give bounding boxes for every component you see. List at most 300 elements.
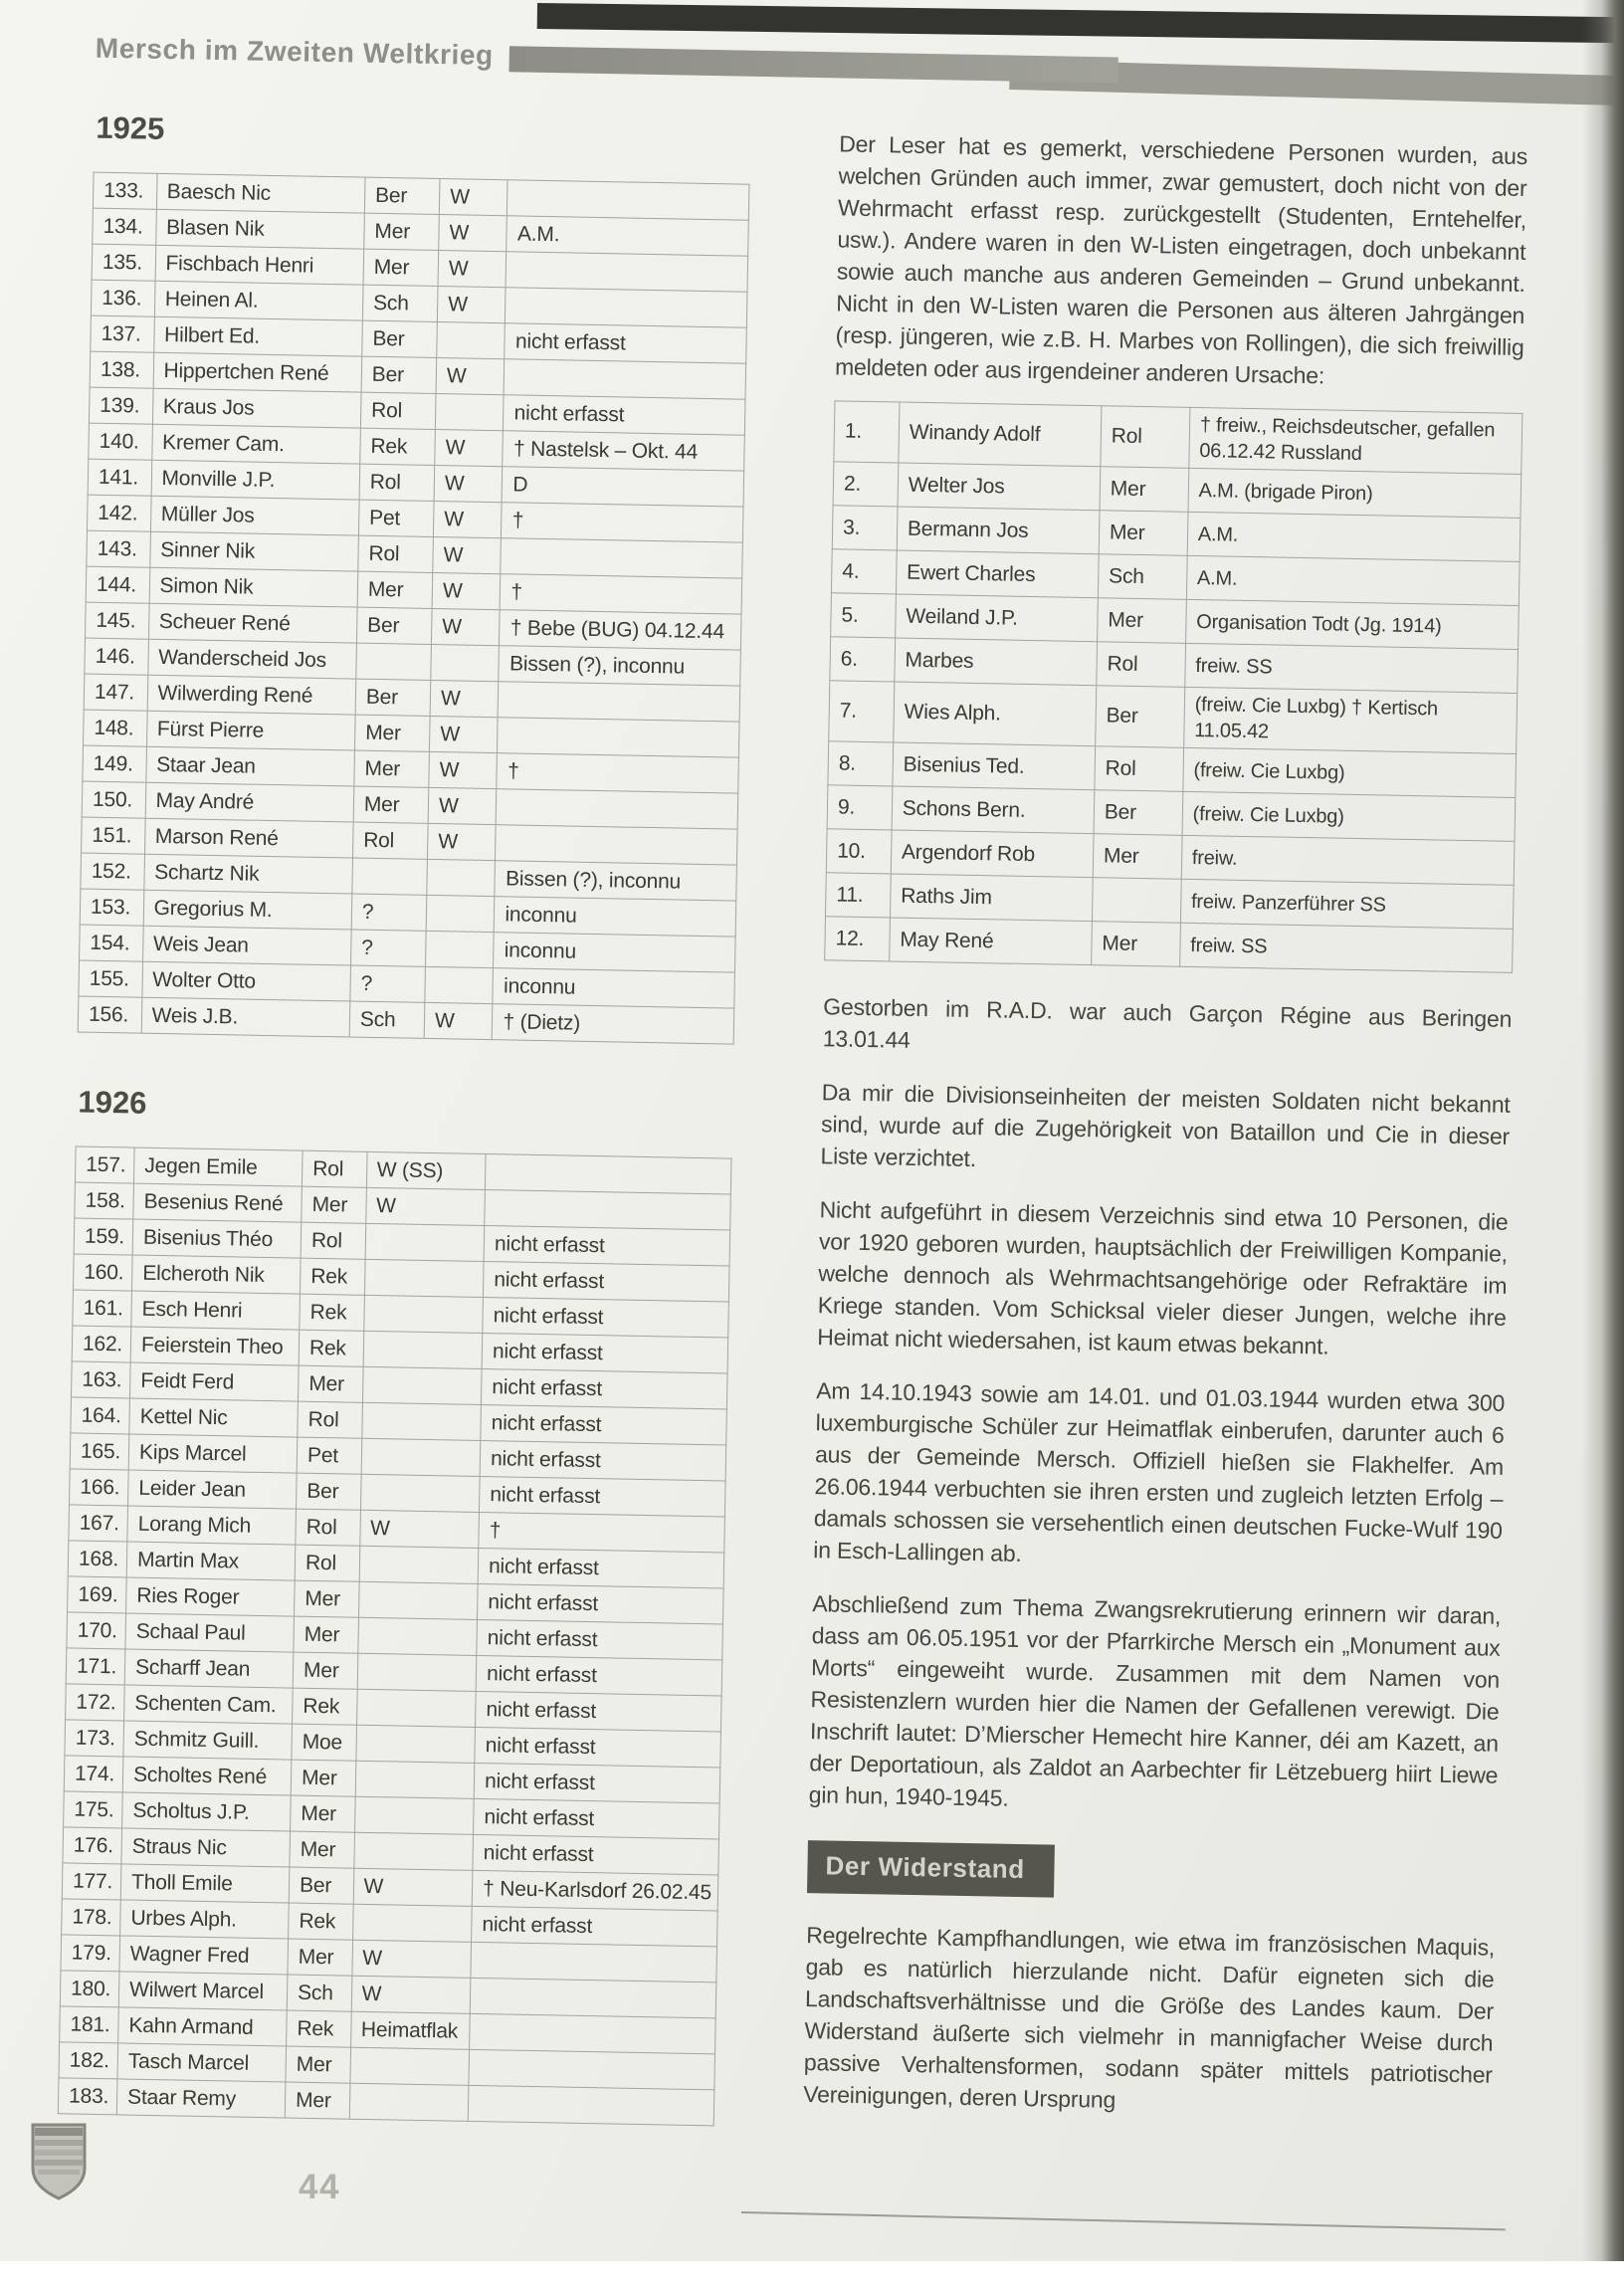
table-cell: 143.	[87, 530, 150, 567]
table-cell: 7.	[829, 681, 895, 742]
table-cell: nicht erfasst	[481, 1404, 727, 1445]
table-cell: Ber	[1096, 686, 1185, 748]
table-cell: W	[428, 823, 497, 860]
table-cell: Wagner Fred	[119, 1936, 289, 1975]
table-cell: Rol	[360, 392, 436, 429]
table-cell: Sch	[362, 285, 438, 321]
table-cell: Staar Jean	[145, 746, 354, 786]
page-number: 44	[299, 2168, 340, 2206]
table-cell: 151.	[82, 817, 145, 854]
chapter-header	[96, 33, 1118, 84]
table-cell: Scharff Jean	[124, 1649, 294, 1688]
table-cell: Rek	[293, 1688, 357, 1725]
table-cell: Mer	[354, 715, 430, 751]
table-cell: 10.	[826, 829, 892, 874]
table-cell: W	[438, 251, 507, 288]
table-cell: Mer	[286, 2046, 350, 2083]
table-cell: nicht erfasst	[474, 1763, 720, 1803]
table-cell: Simon Nik	[149, 567, 358, 607]
table-cell	[356, 1689, 476, 1727]
table-cell	[496, 825, 737, 865]
table-cell: Mer	[1092, 922, 1181, 967]
table-cell: Wanderscheid Jos	[147, 639, 356, 679]
table-cell: 11.	[825, 873, 891, 918]
left-column	[58, 110, 751, 2127]
table-cell: (freiw. Cie Luxbg)	[1182, 791, 1516, 841]
table-cell	[363, 1295, 483, 1333]
table-cell: W	[424, 1002, 493, 1039]
table-cell: Rol	[296, 1509, 360, 1546]
table-cell: 178.	[62, 1899, 121, 1936]
table-cell: Mer	[294, 1616, 358, 1653]
table-cell: Bisenius Théo	[132, 1219, 302, 1258]
table-cell: Marson René	[144, 818, 353, 858]
coat-of-arms-icon	[30, 2122, 88, 2201]
page-title: Mersch im Zweiten Weltkrieg	[95, 32, 495, 71]
table-cell: W	[432, 572, 501, 609]
table-cell: Moe	[292, 1724, 356, 1761]
table-cell: 182.	[59, 2042, 118, 2079]
table-cell	[469, 2049, 715, 2090]
recruits-table-1925	[78, 172, 750, 1045]
table-cell: Rek	[300, 1258, 364, 1295]
table-cell: Kremer Cam.	[151, 424, 360, 464]
table-cell: Kips Marcel	[128, 1434, 298, 1473]
table-cell	[437, 322, 506, 359]
table-cell: 171.	[66, 1648, 125, 1685]
table-cell	[499, 682, 740, 722]
table-cell: 9.	[827, 785, 893, 830]
table-cell	[349, 2047, 469, 2085]
table-cell: Jegen Emile	[133, 1147, 303, 1186]
table-cell: nicht erfasst	[482, 1368, 728, 1409]
table-cell: 139.	[89, 387, 152, 424]
table-cell	[1092, 878, 1181, 924]
table-cell: Rol	[295, 1545, 359, 1581]
table-cell	[359, 1546, 479, 1583]
table-cell: Rek	[360, 428, 436, 465]
table-cell: Mer	[1099, 511, 1188, 556]
table-cell: nicht erfasst	[475, 1727, 721, 1768]
table-cell	[471, 1942, 717, 1982]
table-cell: Rol	[298, 1401, 362, 1438]
table-cell: Monville J.P.	[151, 460, 360, 500]
paragraph-widerstand: Regelrechte Kampfhandlungen, wie etwa im französischen Maquis, gab es natürlich hierzulande nicht. Dafür eigneten sich die Landschaftsverhältnisse und die Größe des Landes kaum. Der Widerstand äußerte sich vielmehr in mannigfacher Weise durch passive Verhaltensformen, sodann später mittels patriotischer Vereinigungen, deren Ursprung	[803, 1922, 1496, 2113]
table-cell: Schartz Nik	[143, 854, 352, 894]
table-cell: 140.	[89, 423, 152, 460]
table-cell	[365, 1223, 485, 1261]
table-cell: 8.	[828, 741, 894, 786]
section-heading-1926: 1926	[78, 1084, 147, 1121]
table-cell: W	[353, 1868, 473, 1906]
table-cell: 168.	[68, 1541, 127, 1577]
table-cell: Ber	[355, 679, 431, 716]
table-cell: ?	[351, 894, 427, 931]
table-cell	[361, 1438, 481, 1476]
table-cell: Schons Bern.	[892, 786, 1095, 834]
table-cell: 12.	[825, 917, 891, 961]
table-cell: 146.	[85, 638, 148, 675]
table-cell: Urbes Alph.	[120, 1900, 290, 1939]
table-cell: †	[479, 1512, 725, 1553]
table-cell: Mer	[1093, 834, 1182, 880]
table-cell: Mer	[299, 1365, 363, 1402]
table-cell: Kraus Jos	[152, 388, 361, 428]
table-cell: Pet	[297, 1437, 361, 1474]
table-cell: freiw. SS	[1179, 923, 1513, 972]
table-cell: Sinner Nik	[149, 531, 358, 571]
table-cell: Esch Henri	[131, 1291, 301, 1330]
table-cell	[427, 859, 496, 896]
table-cell: nicht erfasst	[474, 1798, 720, 1839]
table-cell: nicht erfasst	[482, 1334, 728, 1374]
table-cell: † (Dietz)	[493, 1004, 734, 1044]
table-cell: Staar Remy	[116, 2079, 286, 2118]
table-cell: May André	[145, 782, 354, 822]
table-cell: Hippertchen René	[153, 352, 362, 392]
table-cell: 174.	[64, 1756, 123, 1792]
table-cell: Müller Jos	[150, 496, 359, 535]
table-cell: 138.	[90, 351, 153, 388]
section-heading-widerstand	[807, 1840, 1055, 1898]
table-cell: Scholtes René	[122, 1757, 292, 1795]
table-cell: Rol	[302, 1150, 366, 1187]
paragraph-rad: Gestorben im R.A.D. war auch Garçon Régine aus Beringen 13.01.44	[822, 993, 1513, 1053]
table-cell: Tholl Emile	[120, 1864, 290, 1903]
table-cell: freiw. SS	[1185, 643, 1519, 693]
table-cell: Bisenius Ted.	[893, 742, 1096, 790]
table-cell: Ewert Charles	[896, 550, 1099, 598]
table-cell	[501, 538, 742, 578]
table-cell	[468, 2085, 714, 2126]
table-cell	[506, 288, 747, 327]
table-cell: Mer	[285, 2082, 349, 2119]
table-cell: Mer	[364, 213, 440, 250]
table-cell: Mer	[291, 1795, 355, 1832]
table-cell: Bissen (?), inconnu	[495, 861, 736, 901]
table-cell: 173.	[65, 1720, 124, 1757]
table-cell	[354, 1796, 474, 1834]
table-cell: Pet	[358, 500, 434, 536]
table-cell: 133.	[93, 172, 156, 209]
table-cell	[349, 2083, 469, 2121]
table-cell: 158.	[75, 1182, 134, 1219]
table-cell: W (SS)	[366, 1151, 486, 1189]
table-cell: Rol	[1101, 406, 1190, 469]
table-cell: Baesch Nic	[156, 173, 365, 213]
table-cell: 152.	[81, 853, 144, 890]
table-cell: 155.	[79, 960, 142, 997]
table-cell: 183.	[58, 2078, 117, 2115]
table-cell	[355, 1725, 475, 1763]
table-cell: 4.	[831, 549, 897, 594]
table-cell: W	[429, 716, 498, 752]
table-cell: 165.	[70, 1433, 129, 1470]
table-cell: nicht erfasst	[477, 1619, 723, 1660]
table-cell: Mer	[295, 1580, 359, 1617]
table-cell: 134.	[93, 208, 156, 245]
table-cell	[486, 1154, 732, 1195]
table-cell: nicht erfasst	[484, 1226, 730, 1267]
table-cell: W	[430, 680, 499, 717]
table-cell: Lorang Mich	[127, 1506, 297, 1545]
table-cell: 175.	[64, 1791, 123, 1828]
table-cell: Tasch Marcel	[117, 2043, 287, 2082]
table-cell: Kahn Armand	[118, 2007, 288, 2046]
table-cell	[363, 1331, 483, 1368]
table-cell: Weis J.B.	[141, 997, 350, 1037]
table-cell: (freiw. Cie Luxbg)	[1183, 747, 1517, 797]
table-cell: D	[503, 467, 744, 507]
table-cell: W	[365, 1187, 485, 1225]
table-cell	[470, 2013, 716, 2054]
table-cell: inconnu	[493, 968, 734, 1008]
table-cell: Heimatflak	[350, 2011, 470, 2049]
table-cell: W	[434, 465, 503, 502]
table-cell: Gregorius M.	[143, 890, 352, 930]
table-cell: nicht erfasst	[480, 1476, 726, 1517]
table-cell: Rol	[358, 535, 434, 572]
table-cell: 135.	[92, 244, 155, 281]
section-heading-1925: 1925	[96, 109, 165, 146]
table-cell	[357, 1653, 477, 1691]
table-cell: May René	[889, 918, 1092, 965]
table-cell	[435, 393, 504, 430]
table-cell: Ber	[356, 607, 432, 644]
table-cell: Organisation Todt (Jg. 1914)	[1185, 599, 1519, 649]
table-cell: Mer	[353, 786, 429, 823]
table-cell: W	[428, 787, 497, 824]
table-cell: 161.	[73, 1290, 132, 1327]
paragraph-divisions: Da mir die Divisionseinheiten der meisten Soldaten nicht bekannt sind, wurde auf die Zugehörigkeit von Bataillon und Cie in dieser Liste verzichtet.	[820, 1079, 1511, 1172]
table-cell: 150.	[82, 781, 145, 818]
table-cell: Fürst Pierre	[146, 711, 355, 750]
table-cell: inconnu	[494, 933, 735, 972]
table-cell	[485, 1190, 731, 1231]
table-cell: Weiland J.P.	[895, 594, 1098, 642]
table-cell: Marbes	[895, 638, 1098, 686]
table-cell: Sch	[1098, 554, 1187, 600]
table-cell: Mer	[290, 1831, 354, 1868]
table-cell: 170.	[67, 1612, 126, 1649]
table-cell	[352, 858, 428, 895]
volunteers-table	[824, 400, 1522, 973]
table-cell: nicht erfasst	[473, 1834, 719, 1875]
table-cell: 156.	[78, 996, 141, 1033]
table-cell: freiw. Panzerführer SS	[1180, 879, 1514, 929]
table-cell: Ber	[289, 1867, 353, 1904]
table-cell: inconnu	[495, 897, 736, 937]
table-cell	[508, 180, 749, 220]
table-cell: 181.	[60, 2006, 119, 2043]
table-cell: 137.	[91, 315, 154, 352]
table-cell: Martin Max	[126, 1542, 296, 1580]
table-cell: Besenius René	[133, 1183, 303, 1222]
table-cell: Wies Alph.	[894, 682, 1097, 746]
table-cell: Straus Nic	[121, 1828, 291, 1867]
table-cell: W	[351, 1976, 471, 2013]
table-cell: Mer	[354, 750, 430, 787]
table-cell: nicht erfasst	[505, 323, 746, 363]
table-cell	[505, 359, 746, 399]
table-cell: W	[437, 287, 506, 323]
table-cell	[358, 1581, 478, 1619]
table-cell: 149.	[83, 745, 146, 782]
table-cell: Sch	[349, 1001, 425, 1038]
table-cell: freiw.	[1181, 835, 1515, 885]
table-cell: Heinen Al.	[154, 281, 363, 320]
table-cell: 6.	[830, 637, 896, 682]
paragraph-monument: Abschließend zum Thema Zwangsrekrutierung erinnern wir daran, dass am 06.05.1951 vor der Pfarrkirche Mersch ein „Monument aux Morts“ eingeweiht wurde. Zusammen mit dem Namen von Resistenzlern wurden hier die Namen der Gefallenen verewigt. Die Inschrift lautet: D’Mierscher Hemecht hire Kanner, déi am Kazett, an der Deportatioun, als Zaldot an Aarbechter fir Lëtzebuerg hiirt Liewe gin hun, 1940-1945.	[808, 1590, 1502, 1811]
table-cell	[352, 1904, 472, 1942]
table-cell: 172.	[66, 1684, 125, 1721]
table-cell: ?	[350, 965, 426, 1002]
table-cell: Rek	[289, 1903, 353, 1940]
table-cell: Rol	[1095, 746, 1184, 792]
table-cell: W	[439, 215, 508, 252]
table-cell: W	[436, 357, 505, 394]
intro-paragraph: Der Leser hat es gemerkt, verschiedene Personen wurden, aus welchen Gründen auch immer, zwar gemustert, doch nicht von der Wehrmacht erfasst resp. zurückgestellt (Studenten, Erntehelfer, usw.). Andere waren in den W-Listen eingetragen, doch unbekannt sowie auch manche aus anderen Gemeinden – Grund unbekannt. Nicht in den W-Listen waren die Personen aus älteren Jahrgängen (resp. jüngeren, wie z.B. H. Marbes von Rollingen), die sich freiwillig meldeten oder aus irgendeiner anderen Ursache:	[834, 130, 1528, 389]
table-cell: 179.	[61, 1935, 120, 1972]
table-cell: Wilwerding René	[147, 675, 356, 715]
table-cell: W	[351, 1940, 471, 1978]
table-cell: †	[502, 503, 743, 542]
table-cell: (freiw. Cie Luxbg) † Kertisch 11.05.42	[1183, 687, 1517, 753]
table-cell	[498, 718, 739, 757]
table-cell: Welter Jos	[898, 463, 1101, 511]
table-cell	[353, 1832, 473, 1870]
table-cell: Raths Jim	[890, 874, 1093, 922]
table-cell: A.M. (brigade Piron)	[1188, 468, 1522, 518]
table-cell: Rol	[1097, 642, 1186, 688]
table-cell: 153.	[80, 889, 143, 926]
table-cell	[431, 644, 500, 681]
table-cell: Mer	[302, 1186, 366, 1223]
table-cell: 164.	[71, 1397, 130, 1434]
paragraph-not-listed: Nicht aufgeführt in diesem Verzeichnis sind etwa 10 Personen, die vor 1920 geboren wurden, hauptsächlich der Freiwilligen Kompanie, welche dennoch als Wehrmachtsangehörige oder Refraktäre im Kriege standen. Vom Schicksal vieler dieser Jungen, welche ihre Heimat nicht wiedersahen, ist kaum etwas bekannt.	[817, 1196, 1509, 1359]
table-cell: Argendorf Rob	[891, 830, 1094, 878]
widerstand-title: Der Widerstand	[825, 1850, 1026, 1885]
table-cell: 148.	[84, 710, 147, 746]
table-cell: 141.	[88, 459, 151, 496]
table-cell: ?	[350, 930, 426, 966]
table-cell	[425, 966, 494, 1003]
table-cell: A.M.	[1186, 555, 1520, 605]
table-cell: nicht erfasst	[476, 1691, 722, 1732]
table-cell: Mer	[357, 571, 433, 608]
table-cell: nicht erfasst	[484, 1262, 730, 1303]
table-cell: Fischbach Henri	[155, 245, 364, 285]
table-cell: W	[433, 501, 502, 537]
table-cell: Wilwert Marcel	[118, 1972, 288, 2010]
table-cell: 159.	[74, 1218, 133, 1255]
table-cell: Mer	[1097, 598, 1186, 644]
table-cell: Elcheroth Nik	[132, 1255, 302, 1294]
table-cell: Mer	[1100, 467, 1189, 513]
table-cell: Sch	[287, 1975, 351, 2011]
table-cell: nicht erfasst	[483, 1298, 729, 1339]
table-cell: Kettel Nic	[129, 1398, 299, 1437]
table-cell: 180.	[60, 1971, 119, 2007]
table-cell: † Neu-Karlsdorf 26.02.45	[472, 1870, 718, 1911]
table-cell	[362, 1366, 482, 1404]
table-cell: W	[431, 608, 500, 645]
table-cell: Ries Roger	[126, 1577, 296, 1616]
table-cell: Rek	[299, 1330, 363, 1366]
table-cell: Rol	[301, 1222, 365, 1259]
table-cell: Rek	[300, 1294, 364, 1331]
table-cell: W	[359, 1510, 479, 1548]
table-cell: Rol	[359, 464, 435, 501]
table-cell: 144.	[86, 566, 149, 603]
table-cell: 142.	[87, 495, 150, 531]
table-cell: Weis Jean	[142, 926, 351, 965]
table-cell	[426, 931, 495, 967]
table-cell	[470, 1978, 716, 2018]
table-cell: Ber	[297, 1473, 361, 1510]
recruits-table-1926	[58, 1146, 732, 2126]
table-cell: † Bebe (BUG) 04.12.44	[500, 610, 741, 650]
table-cell: nicht erfasst	[476, 1655, 722, 1696]
table-cell	[360, 1474, 480, 1512]
table-cell: 5.	[831, 593, 897, 638]
table-cell: 3.	[832, 506, 898, 550]
table-cell: 154.	[80, 925, 143, 961]
table-cell: Schmitz Guill.	[123, 1721, 293, 1760]
table-cell: †	[501, 574, 742, 614]
table-cell: Mer	[291, 1760, 355, 1796]
table-cell: 162.	[72, 1326, 131, 1362]
table-cell	[356, 643, 432, 680]
table-cell	[361, 1402, 481, 1440]
table-cell: W	[435, 429, 504, 466]
table-cell: 167.	[69, 1505, 128, 1542]
table-cell: 1.	[834, 401, 900, 463]
table-cell: Scheuer René	[148, 603, 357, 643]
table-cell: nicht erfasst	[478, 1548, 724, 1588]
table-cell: W	[429, 751, 498, 788]
table-cell: 176.	[63, 1827, 122, 1864]
table-cell: †	[497, 753, 738, 793]
table-cell: 136.	[91, 280, 154, 316]
paragraph-flakhelfer: Am 14.10.1943 sowie am 14.01. und 01.03.1944 wurden etwa 300 luxemburgische Schüler zur Heimatflak einberufen, darunter auch 6 aus der Gemeinde Mersch. Offiziell hießen sie Flakhelfer. Am 26.06.1944 verbuchten sie ihren ersten und zugleich letzten Erfolg – damals schossen sie versehentlich einen deutschen Fucke-Wulf 190 in Esch-Lallingen ab.	[813, 1377, 1506, 1566]
table-cell: Ber	[1094, 790, 1183, 836]
table-cell: Ber	[362, 320, 438, 357]
table-cell: Winandy Adolf	[899, 402, 1102, 467]
table-cell: 163.	[72, 1361, 131, 1398]
table-cell: nicht erfasst	[480, 1440, 726, 1481]
table-cell: nicht erfasst	[478, 1583, 724, 1624]
page-edge-shadow	[1582, 0, 1624, 2261]
table-cell: W	[439, 179, 508, 216]
table-cell: Schaal Paul	[125, 1613, 295, 1652]
table-cell: 160.	[73, 1254, 132, 1291]
table-cell: Ber	[361, 356, 437, 393]
table-cell: Ber	[364, 177, 440, 214]
table-cell: nicht erfasst	[472, 1906, 718, 1947]
table-cell: Feierstein Theo	[130, 1327, 300, 1365]
table-cell: Scholtus J.P.	[122, 1792, 292, 1831]
table-cell: Blasen Nik	[155, 209, 364, 249]
table-cell: Bermann Jos	[897, 507, 1100, 554]
table-cell: Rek	[287, 2010, 351, 2047]
table-cell: 177.	[62, 1863, 121, 1900]
table-cell: Schenten Cam.	[124, 1685, 294, 1724]
table-cell	[355, 1761, 475, 1798]
table-cell	[426, 895, 495, 932]
table-cell: A.M.	[507, 216, 748, 256]
table-cell: 169.	[68, 1576, 127, 1613]
